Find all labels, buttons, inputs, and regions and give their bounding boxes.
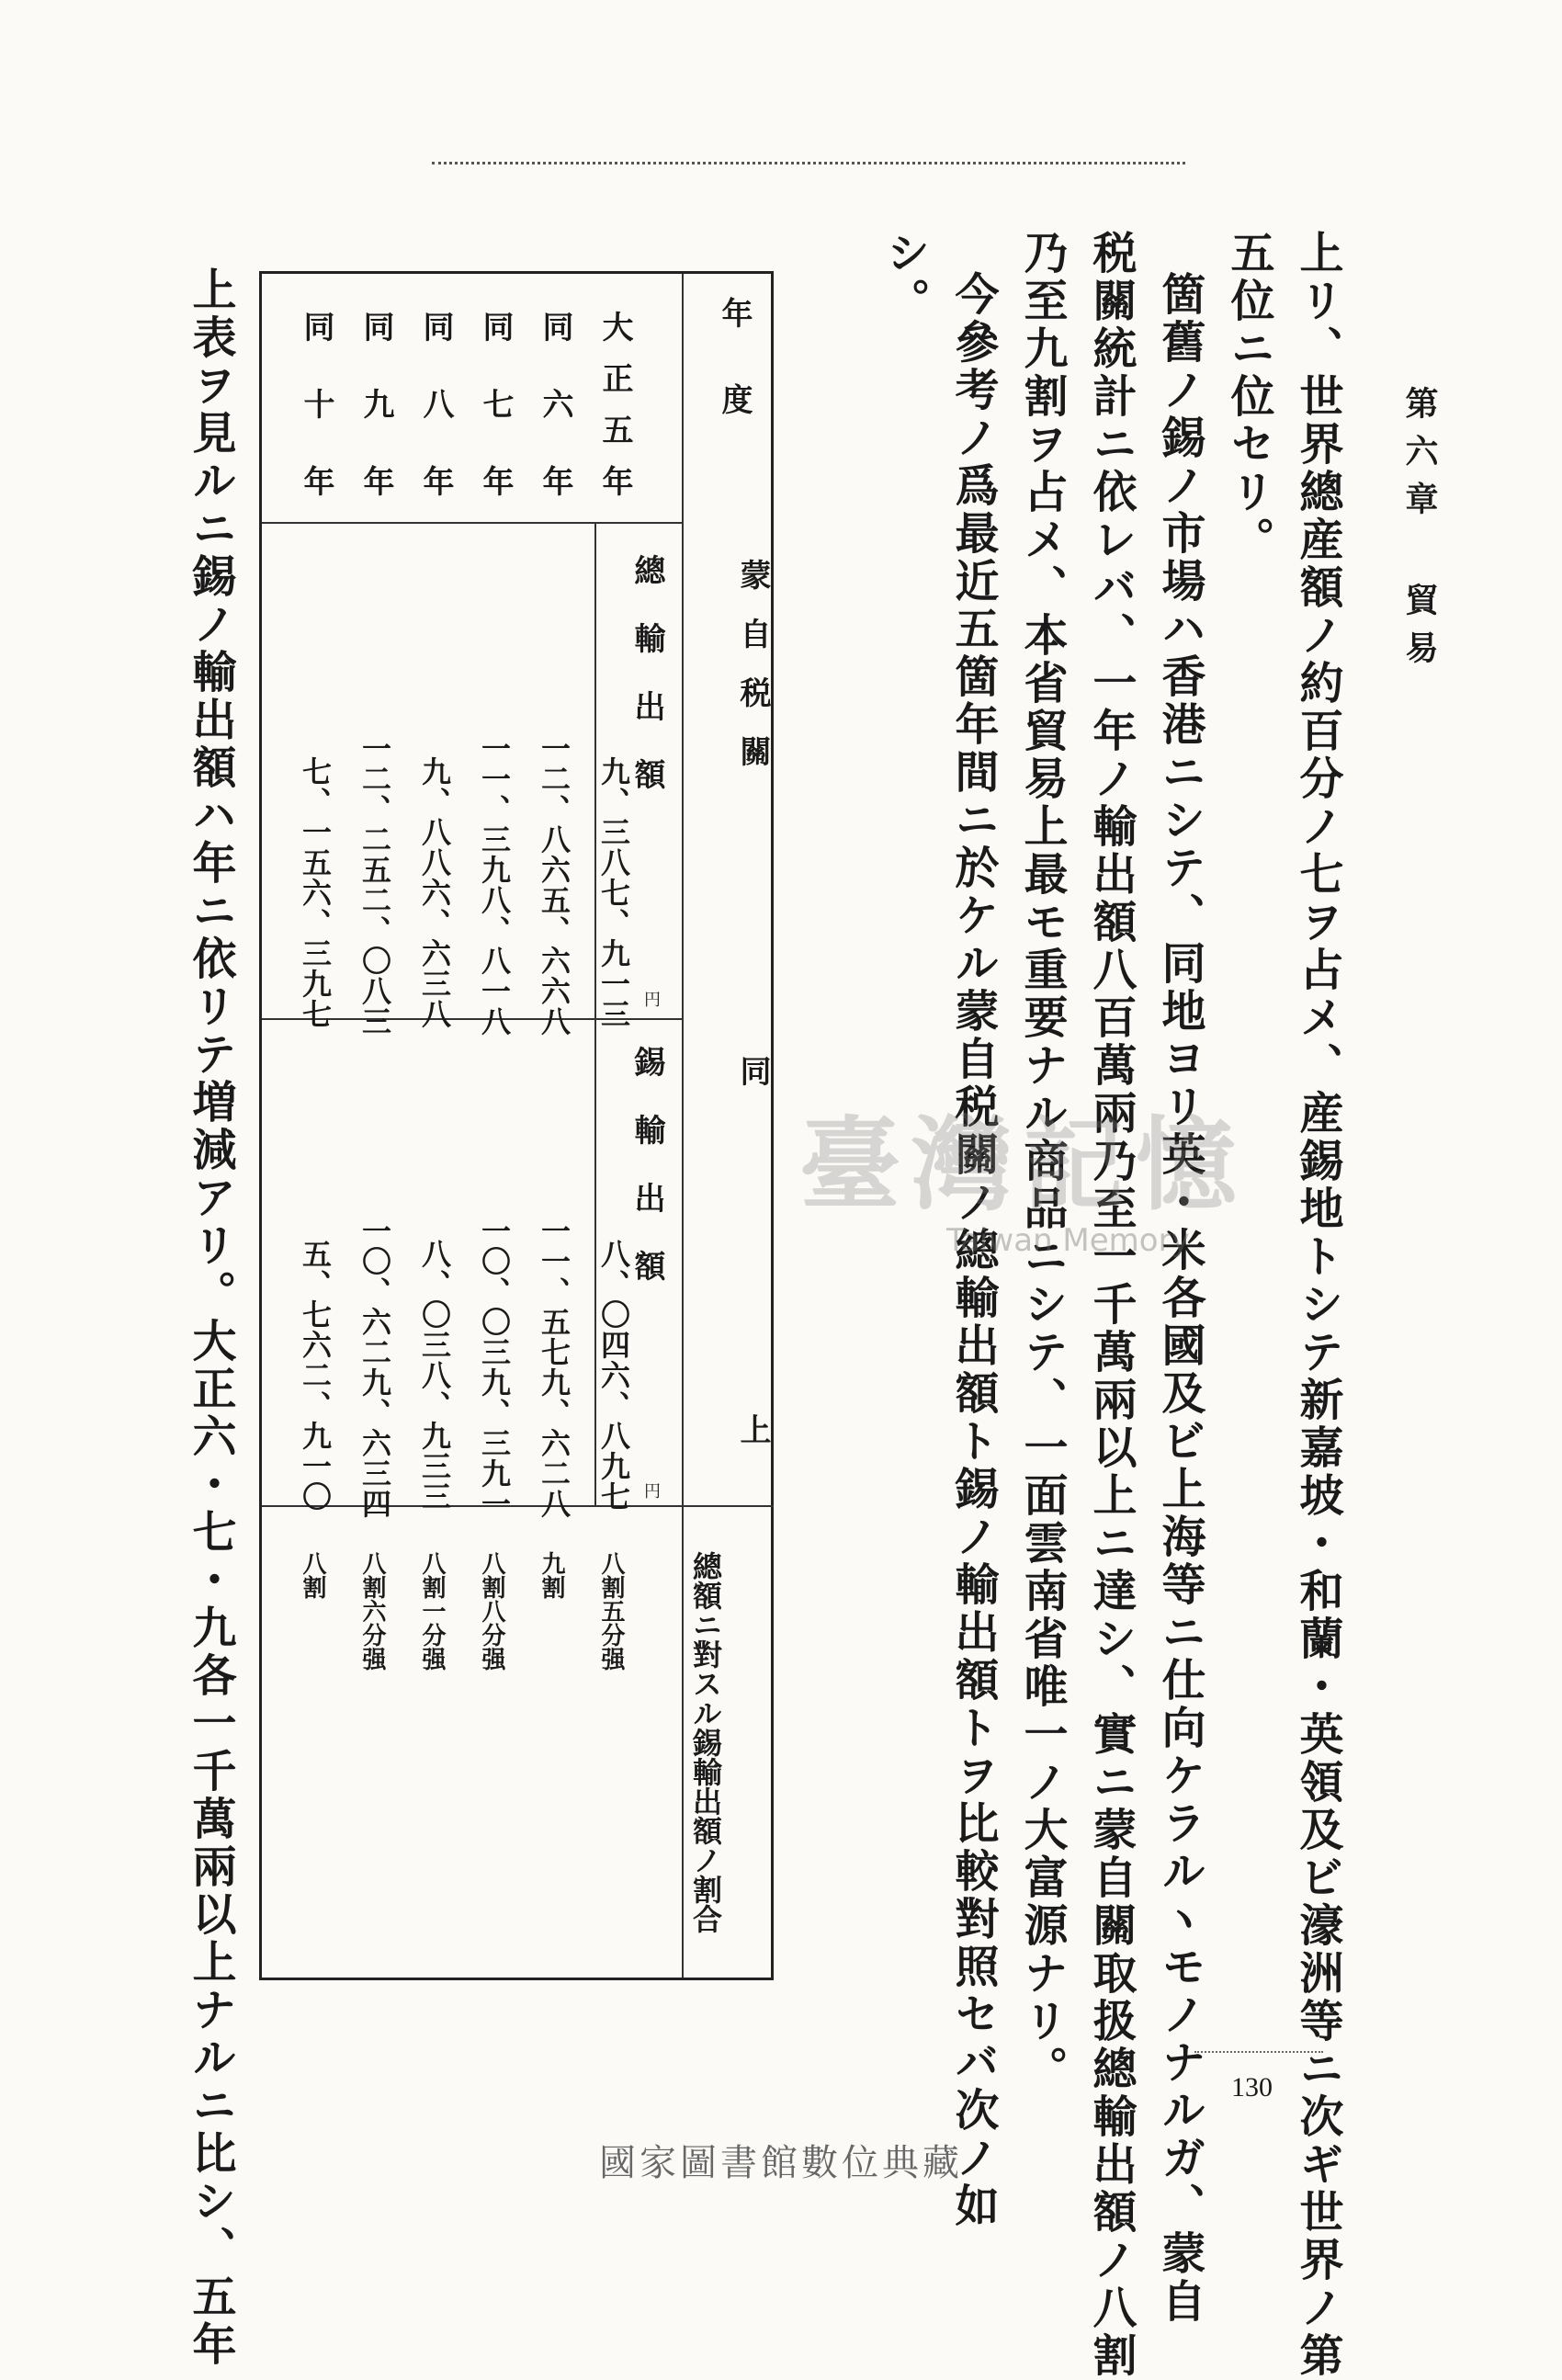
watermark-sub: Taiwan Memory	[946, 1222, 1190, 1259]
customs-header: 蒙自税關	[734, 559, 771, 794]
table-divider	[262, 1505, 774, 1507]
body-line-left-1: 上表ヲ見ルニ錫ノ輸出額ハ年ニ依リテ増減アリ。大正六・七・九各一千萬兩以上ナルニ比シ、五年	[185, 266, 236, 2369]
body-line-5: 乃至九割ヲ占メ、本省貿易上最モ重要ナル商品ニシテ、一面雲南省唯一ノ大富源ナリ。	[1016, 230, 1068, 2093]
year-header: 年度	[716, 297, 753, 470]
body-line-7: シ。	[878, 230, 930, 325]
ratio-cell: 八割一分强	[418, 1551, 446, 1671]
watermark: 臺灣記憶	[799, 1105, 1248, 1224]
year-cell: 大正五年	[596, 311, 633, 516]
body-line-6: 今參考ノ爲最近五箇年間ニ於ケル蒙自税關ノ總輸出額ト錫ノ輸出額トヲ比較對照セバ次ノ如	[947, 271, 999, 2230]
year-cell: 同六年	[537, 311, 573, 542]
tin-cell: 一〇、〇三九、三九一	[477, 1216, 512, 1519]
running-header: 第六章 貿易	[1400, 386, 1439, 678]
total-exports-header: 總輸出額	[628, 554, 665, 826]
unit-yen: 円	[641, 991, 661, 1007]
tin-cell: 一〇、六二九、六三四	[357, 1216, 392, 1519]
tin-export-table	[259, 271, 774, 1980]
body-line-2: 五位ニ位セリ。	[1223, 230, 1274, 564]
above-header: 上	[734, 1413, 771, 1445]
tin-cell: 八、〇四六、八九七	[596, 1239, 631, 1512]
body-line-4: 税關統計ニ依レバ、一年ノ輸出額八百萬兩乃至一千萬兩以上ニ達シ、實ニ蒙自關取扱總輸出額ノ八割	[1085, 230, 1137, 2380]
tin-exports-header: 錫輸出額	[628, 1046, 665, 1318]
ratio-cell: 八割五分强	[597, 1551, 625, 1671]
tin-cell: 一一、五七九、六二八	[537, 1216, 572, 1519]
ratio-cell: 八割六分强	[358, 1551, 386, 1671]
footer-credit: 國家圖書館數位典藏	[599, 2142, 963, 2184]
page-number-rule	[1194, 2051, 1323, 2053]
same-header: 同	[734, 1055, 771, 1086]
table-divider	[682, 274, 684, 1978]
ratio-cell: 八割八分强	[478, 1551, 505, 1671]
total-cell: 一一、三九八、八一八	[477, 733, 512, 1037]
ratio-cell: 九割	[538, 1551, 565, 1599]
body-line-3: 箇舊ノ錫ノ市場ハ香港ニシテ、同地ヨリ英・米各國及ビ上海等ニ仕向ケラルヽモノナルガ、蒙自	[1154, 271, 1205, 2326]
tin-cell: 八、〇三八、九三三	[417, 1239, 452, 1512]
total-cell: 一二、八六五、六六八	[537, 733, 572, 1037]
top-rule	[432, 162, 1185, 164]
body-line-1: 上リ、世界總産額ノ約百分ノ七ヲ占メ、産錫地トシテ新嘉坡・和蘭・英領及ビ濠洲等ニ次ギ世界ノ第	[1292, 230, 1343, 2380]
total-cell: 九、八八六、六三八	[417, 756, 452, 1029]
tin-cell: 五、七六二、九一〇	[298, 1239, 333, 1512]
total-cell: 一二、二五二、〇八三	[357, 733, 392, 1037]
page-number: 130	[1231, 2072, 1273, 2102]
ratio-header: 總額ニ對スル錫輸出額ノ割合	[688, 1551, 723, 1933]
year-cell: 同十年	[298, 311, 334, 542]
ratio-cell: 八割	[299, 1551, 326, 1599]
total-cell: 九、三八七、九一三	[596, 756, 631, 1029]
unit-yen: 円	[641, 1482, 661, 1499]
year-cell: 同七年	[477, 311, 514, 542]
year-cell: 同九年	[357, 311, 394, 542]
total-cell: 七、一五六、三九七	[298, 756, 333, 1029]
year-cell: 同八年	[417, 311, 454, 542]
